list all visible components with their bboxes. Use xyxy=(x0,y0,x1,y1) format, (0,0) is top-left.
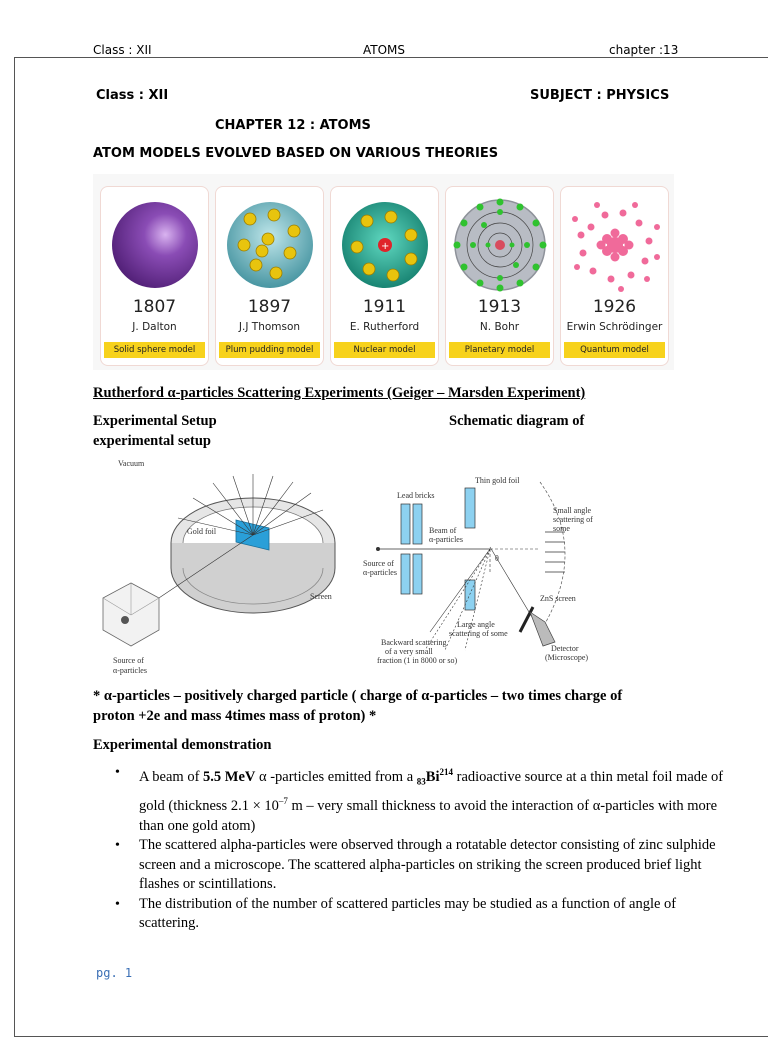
text-fragment: m – very small thickness to avoid the interaction of α-particles with more than one gold atom) xyxy=(139,798,718,834)
label-beam-line2: α-particles xyxy=(429,535,463,544)
class-label: Class : XII xyxy=(96,88,169,103)
text-fragment: α -particles emitted from a xyxy=(255,768,417,785)
label-detector-line1: Detector xyxy=(551,644,579,653)
model-scientist: Erwin Schrödinger xyxy=(566,321,663,333)
running-header-title: ATOMS xyxy=(363,43,406,57)
running-header-chapter: chapter :13 xyxy=(609,43,679,57)
alpha-note-line1: * α-particles – positively charged particle ( charge of α-particles – two times charge of xyxy=(93,688,623,704)
model-card-bohr xyxy=(445,186,554,366)
label-theta: θ xyxy=(495,554,499,563)
list-item: • The scattered alpha-particles were observed through a rotatable detector consisting of zinc sulphide screen and a microscope. The scattered alpha-particles on striking the screen produced brief light flashes or scintillations. xyxy=(139,836,729,895)
label-source-line2: α-particles xyxy=(113,666,147,675)
mass-number: 214 xyxy=(439,767,453,777)
label-detector-line2: (Microscope) xyxy=(545,653,589,662)
label-beam-line1: Beam of xyxy=(429,526,457,535)
demo-heading: Experimental demonstration xyxy=(93,737,272,753)
models-heading: ATOM MODELS EVOLVED BASED ON VARIOUS THEORIES xyxy=(93,146,499,161)
model-year: 1913 xyxy=(477,297,522,317)
apparatus-drawing xyxy=(93,458,338,678)
model-year: 1911 xyxy=(362,297,407,317)
model-year: 1807 xyxy=(132,297,177,317)
label-backward-line1: Backward scattering xyxy=(381,638,447,647)
element-symbol: Bi xyxy=(425,768,440,785)
model-scientist: E. Rutherford xyxy=(349,321,420,333)
list-item xyxy=(139,763,729,836)
nuclear-model-icon xyxy=(331,187,438,292)
plum-pudding-icon xyxy=(216,187,323,292)
schematic-label-line2: experimental setup xyxy=(93,433,211,449)
schematic-diagram-figure xyxy=(345,462,605,677)
label-source-line1: Source of xyxy=(363,559,394,568)
label-zns-screen: ZnS screen xyxy=(540,594,576,603)
list-item: • The distribution of the number of scattered particles may be studied as a function of angle of scattering. xyxy=(139,895,729,934)
exponent: –7 xyxy=(278,796,288,807)
planetary-model-icon xyxy=(446,187,553,292)
atomic-number: 83 xyxy=(416,776,426,787)
label-screen: Screen xyxy=(310,592,332,601)
text-fragment: radioactive source at a thin metal foil made of gold (thickness 2.1 × 10 xyxy=(139,768,724,815)
running-header-class: Class : XII xyxy=(93,43,152,57)
setup-label: Experimental Setup xyxy=(93,413,217,429)
svg-text:+: + xyxy=(381,241,390,252)
quantum-cloud-icon xyxy=(561,187,668,292)
atom-models-figure xyxy=(93,174,674,370)
schematic-label-line1: Schematic diagram of xyxy=(449,413,585,429)
label-source-line1: Source of xyxy=(113,656,144,665)
model-tag: Quantum model xyxy=(564,342,665,358)
label-large-angle-line1: Large angle xyxy=(457,620,495,629)
text-fragment: A beam of xyxy=(139,768,204,785)
model-year: 1897 xyxy=(247,297,292,317)
demo-list xyxy=(93,763,729,934)
experimental-setup-figure xyxy=(93,458,338,678)
model-card-rutherford xyxy=(330,186,439,366)
label-vacuum: Vacuum xyxy=(118,459,145,468)
model-card-thomson xyxy=(215,186,324,366)
label-gold-foil: Gold foil xyxy=(187,527,217,536)
model-card-schrodinger xyxy=(560,186,669,366)
label-backward-line3: fraction (1 in 8000 or so) xyxy=(377,656,458,665)
model-card-dalton xyxy=(100,186,209,366)
energy-value: 5.5 MeV xyxy=(203,768,256,785)
label-lead-bricks: Lead bricks xyxy=(397,491,435,500)
label-backward-line2: of a very small xyxy=(385,647,433,656)
label-small-angle-line2: scattering of some xyxy=(553,515,593,533)
rutherford-heading: Rutherford α-particles Scattering Experiments (Geiger – Marsden Experiment) xyxy=(93,385,586,401)
model-year: 1926 xyxy=(592,297,637,317)
dalton-sphere-icon xyxy=(101,187,208,292)
model-scientist: N. Bohr xyxy=(479,321,520,333)
label-large-angle-line2: scattering of some xyxy=(449,629,508,638)
model-tag: Planetary model xyxy=(449,342,550,358)
model-tag: Nuclear model xyxy=(334,342,435,358)
label-thin-gold-foil: Thin gold foil xyxy=(475,476,520,485)
subject-label: SUBJECT : PHYSICS xyxy=(530,88,670,103)
alpha-note-line2: proton +2e and mass 4times mass of proton) * xyxy=(93,708,377,724)
model-scientist: J.J Thomson xyxy=(238,321,301,333)
model-tag: Plum pudding model xyxy=(219,342,320,358)
label-small-angle-line1: Small angle xyxy=(553,506,591,515)
page-number: pg. 1 xyxy=(96,966,133,980)
model-scientist: J. Dalton xyxy=(132,321,177,333)
chapter-title: CHAPTER 12 : ATOMS xyxy=(215,118,371,133)
label-source-line2: α-particles xyxy=(363,568,397,577)
model-tag: Solid sphere model xyxy=(104,342,205,358)
